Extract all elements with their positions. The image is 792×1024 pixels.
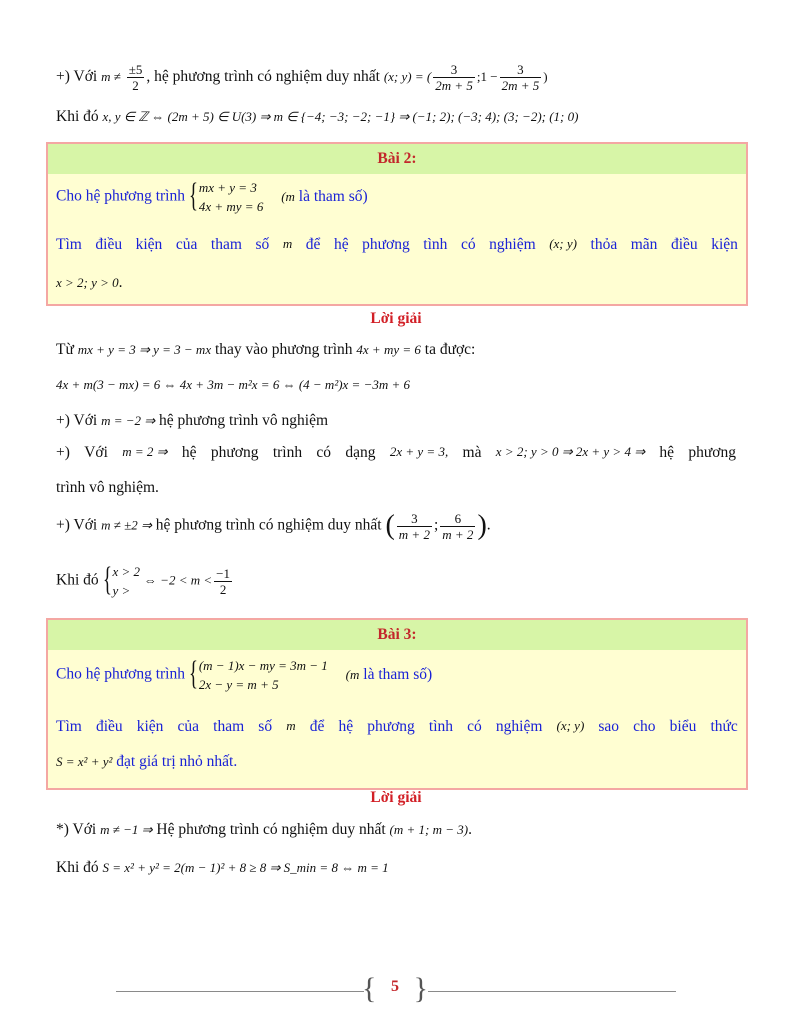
solution-step (56, 444, 736, 462)
solution-step: Khi đó S = x² + y² = 2(m − 1)² + 8 ≥ 8 ⇒ S_min = 8 ⇔ m = 1 (56, 859, 389, 876)
word: thỏa (590, 236, 618, 253)
word: phương (688, 444, 736, 461)
solution-line-unique: +) Với m ≠ $\frac{\pm 5}{2}$ , hệ phương trình có nghiệm duy nhất (x; y) = ( $\frac{3}{2m + 5}$ ;1 − $\frac{3}{2m + 5}$ ) (56, 62, 548, 93)
word: Với (84, 444, 108, 461)
word: thức (710, 718, 738, 735)
solution-step: Khi đó { x > 2 y > ⇔ −2 < m < $\frac{-1}{2}$ (56, 561, 230, 598)
word: có (460, 236, 476, 253)
word: sao (598, 718, 620, 735)
page-number: { 5 } (362, 972, 428, 1005)
integer-condition-line: Khi đó x, y ∈ ℤ ⇔ (2m + 5) ∈ U(3) ⇒ m ∈ {−4; −3; −2; −1} ⇒ (−1; 2); (−3; 4); (3; −2); (1; 0) (56, 108, 579, 125)
fraction: $\frac{3}{2m + 5}$ (501, 62, 540, 93)
word: 2x + y = 3, (389, 444, 449, 459)
word: m = 2 ⇒ (122, 444, 168, 459)
fraction: $\frac{3}{2m + 5}$ (435, 62, 473, 93)
word: tình (428, 718, 454, 735)
fraction: $\frac{\pm 5}{2}$ (128, 62, 143, 93)
word: dạng (345, 444, 376, 461)
word: kiện (135, 236, 163, 253)
solution-step: +) Với m = −2 ⇒ hệ phương trình vô nghiệm (56, 412, 329, 429)
word: tình (423, 236, 448, 253)
word: có (316, 444, 332, 461)
word: tham (210, 236, 242, 253)
word: điều (670, 236, 698, 253)
word: kiện (136, 718, 164, 735)
word: Tìm (56, 718, 82, 735)
solution-step: *) Với m ≠ −1 ⇒ Hệ phương trình có nghiệm duy nhất (m + 1; m − 3). (56, 821, 472, 838)
problem-task (56, 718, 738, 736)
solution-heading: Lời giải (370, 789, 422, 806)
word: hệ (659, 444, 675, 461)
solution-step: trình vô nghiệm. (56, 479, 159, 496)
word: +) (56, 444, 70, 461)
exercise-title: Bài 2: (48, 144, 746, 174)
word: Tìm (56, 236, 82, 253)
problem-statement: Cho hệ phương trình { (m − 1)x − my = 3m − 1 2x − y = m + 5 (m là tham số) (56, 655, 433, 692)
word: có (467, 718, 482, 735)
word: mãn (630, 236, 658, 253)
problem-task-cont: x > 2; y > 0. (56, 274, 123, 291)
word: nghiệm (495, 718, 543, 735)
word: điều (95, 236, 123, 253)
word: điều (95, 718, 123, 735)
exercise-title: Bài 3: (48, 620, 746, 650)
footer-rule-left (116, 991, 364, 992)
solution-step: +) Với m ≠ ±2 ⇒ hệ phương trình có nghiệm duy nhất ( $\frac{3}{m + 2}$ ; $\frac{6}{m + 2}$ ). (56, 510, 491, 542)
solution-heading: Lời giải (370, 310, 422, 327)
word: của (177, 718, 200, 735)
equation-system: { (m − 1)x − my = 3m − 1 2x − y = m + 5 (188, 655, 328, 692)
word: phương (210, 444, 259, 461)
inequality-system: { x > 2 y > (102, 561, 141, 598)
solution-step: Từ mx + y = 3 ⇒ y = 3 − mx thay vào phương trình 4x + my = 6 ta được: (56, 341, 476, 358)
word: để (309, 718, 325, 735)
word: để (305, 236, 321, 253)
word: số (258, 718, 273, 735)
word: cho (633, 718, 656, 735)
word: số (255, 236, 270, 253)
word: hệ (338, 718, 354, 735)
word: biểu (669, 718, 697, 735)
word: kiện (711, 236, 738, 253)
footer-rule-right (428, 991, 676, 992)
word: phương (367, 718, 415, 735)
word: (x; y) (556, 718, 585, 733)
word: m (286, 718, 296, 733)
word: tham (213, 718, 245, 735)
problem-task (56, 236, 738, 254)
equation-system: { mx + y = 3 4x + my = 6 (188, 177, 264, 214)
exercise-box-3 (46, 618, 748, 790)
word: trình (272, 444, 303, 461)
word: phương (362, 236, 410, 253)
word: của (175, 236, 198, 253)
exercise-box-2 (46, 142, 748, 306)
word: m (282, 236, 293, 251)
word: x > 2; y > 0 ⇒ 2x + y > 4 ⇒ (495, 444, 646, 459)
word: hệ (333, 236, 349, 253)
problem-task-cont: S = x² + y² đạt giá trị nhỏ nhất. (56, 753, 238, 770)
word: hệ (181, 444, 197, 461)
word: nghiệm (489, 236, 536, 253)
word: (x; y) (549, 236, 577, 251)
solution-step: 4x + m(3 − mx) = 6 ⇔ 4x + 3m − m²x = 6 ⇔ (4 − m²)x = −3m + 6 (56, 377, 411, 392)
problem-statement: Cho hệ phương trình { mx + y = 3 4x + my = 6 (m là tham số) (56, 177, 368, 214)
word: mà (462, 444, 482, 461)
